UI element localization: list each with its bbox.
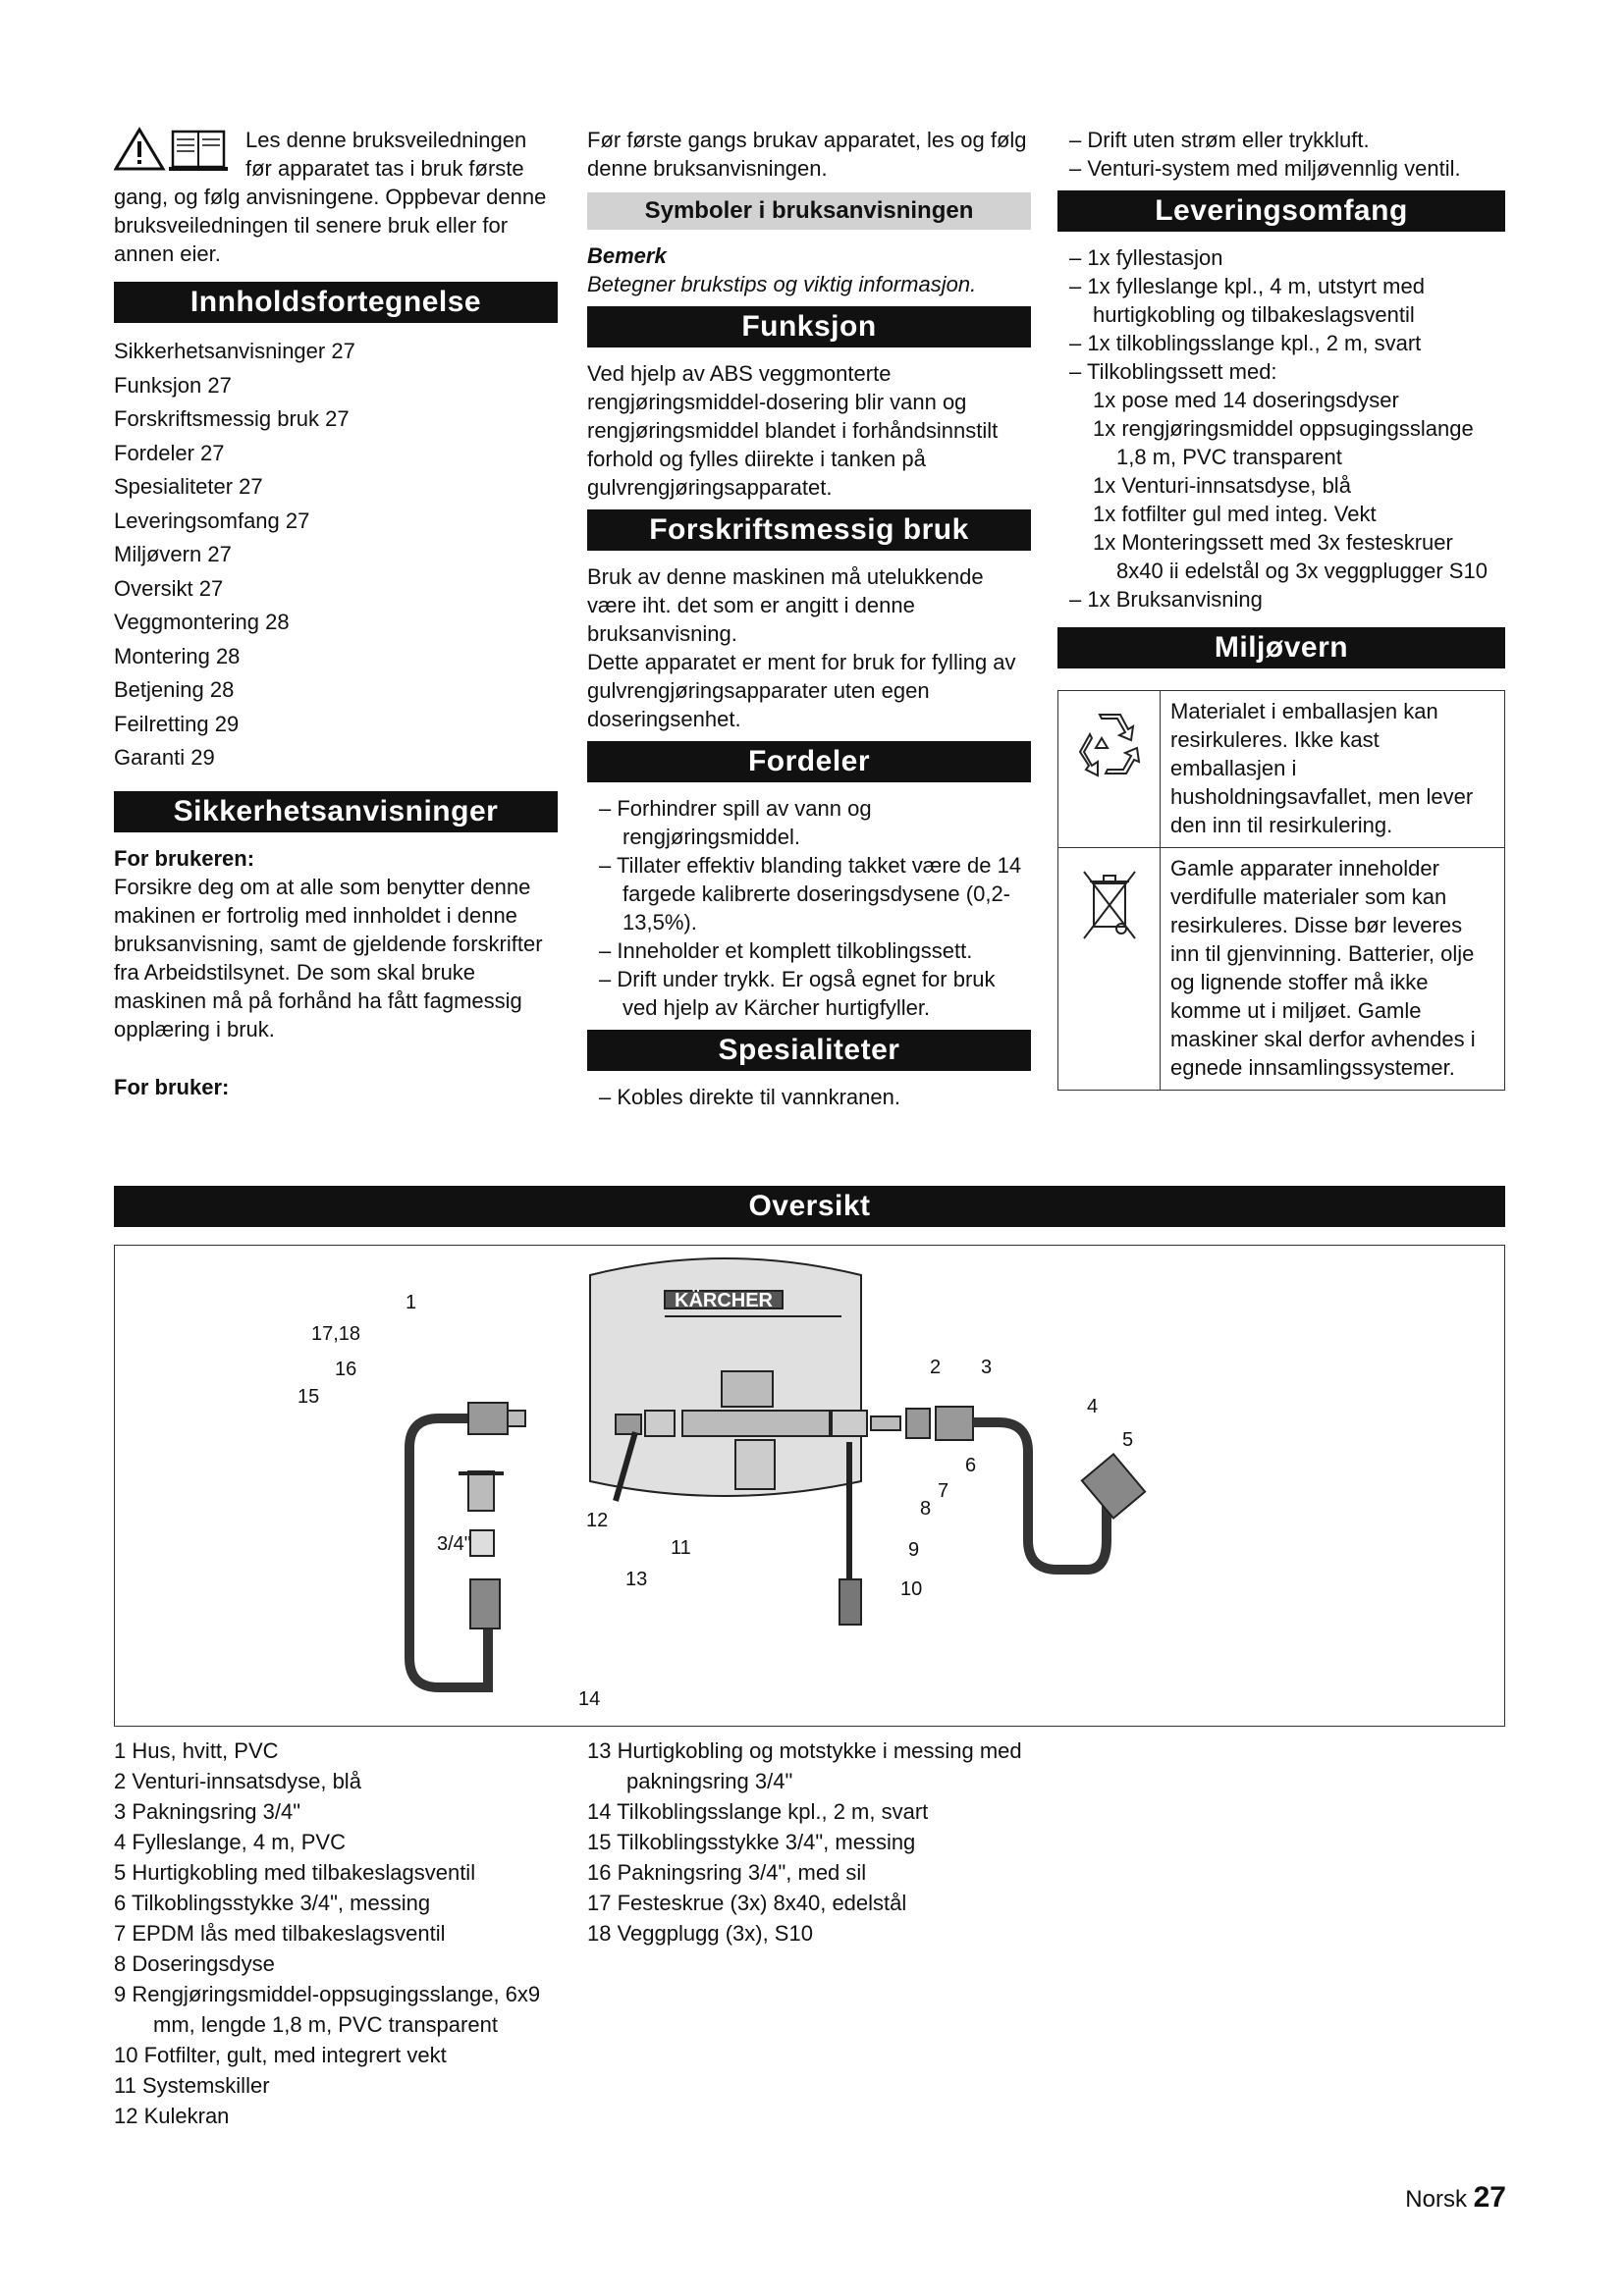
footer-language: Norsk: [1405, 2186, 1467, 2213]
legend-item: 10 Fotfilter, gult, med integrert vekt: [114, 2043, 447, 2067]
callout: 11: [671, 1537, 691, 1559]
callout: 10: [900, 1578, 923, 1600]
use-text-2: Dette apparatet er ment for bruk for fylling av gulvrengjøringsapparater uten egen doseringsenhet.: [587, 650, 1016, 731]
feature-item: – Drift uten strøm eller trykkluft.: [1069, 128, 1370, 152]
recycle-icon-cell: [1058, 691, 1161, 847]
toc-item[interactable]: Betjening 28: [114, 677, 235, 702]
dosing-station-diagram: [115, 1246, 1504, 1726]
delivery-item: – 1x tilkoblingsslange kpl., 2 m, svart: [1069, 331, 1422, 355]
delivery-item: – 1x Bruksanvisning: [1069, 587, 1263, 612]
special-item: – Kobles direkte til vannkranen.: [599, 1085, 900, 1109]
toc-item[interactable]: Funksjon 27: [114, 372, 232, 398]
col2-intro: Før første gangs brukav apparatet, les og følg denne bruksanvisningen.: [587, 128, 1027, 181]
callout: 12: [586, 1510, 609, 1531]
legend-left: [114, 1735, 575, 2131]
column-3: [1057, 126, 1505, 1091]
overview-heading: Oversikt: [114, 1186, 1505, 1227]
legend-item: 6 Tilkoblingsstykke 3/4", messing: [114, 1891, 431, 1915]
toc-item[interactable]: Oversikt 27: [114, 575, 224, 601]
legend-item: 4 Fylleslange, 4 m, PVC: [114, 1830, 346, 1854]
callout: 3: [981, 1357, 993, 1378]
safety-user2-label: For bruker:: [114, 1074, 230, 1099]
toc-item[interactable]: Garanti 29: [114, 745, 215, 770]
legend-item: 14 Tilkoblingsslange kpl., 2 m, svart: [587, 1799, 929, 1824]
delivery-item: – Tilkoblingssett med:: [1069, 359, 1277, 384]
callout: 16: [335, 1359, 357, 1380]
symbols-heading: Symboler i bruksanvisningen: [587, 192, 1031, 230]
intro-line2: før apparatet tas i bruk første: [245, 156, 524, 181]
callout: 13: [625, 1569, 648, 1590]
note-text: Betegner brukstips og viktig informasjon.: [587, 272, 977, 296]
toc-item[interactable]: Feilretting 29: [114, 711, 240, 736]
toc-item[interactable]: Fordeler 27: [114, 440, 225, 465]
legend-item: 13 Hurtigkobling og motstykke i messing med pakningsring 3/4": [587, 1738, 1022, 1793]
manual-icon: [169, 132, 228, 171]
delivery-heading: Leveringsomfang: [1057, 190, 1505, 232]
callout: 14: [578, 1688, 601, 1710]
function-heading: Funksjon: [587, 306, 1031, 347]
callout: 1: [406, 1292, 417, 1313]
toc-item[interactable]: Montering 28: [114, 643, 241, 668]
delivery-item: – 1x fylleslange kpl., 4 m, utstyrt med hurtigkobling og tilbakeslagsventil: [1069, 274, 1425, 327]
advantage-item: – Inneholder et komplett tilkoblingssett.: [599, 938, 973, 963]
delivery-item: – 1x fyllestasjon: [1069, 245, 1223, 270]
legend-right: [587, 1735, 1049, 1949]
toc-item[interactable]: Leveringsomfang 27: [114, 507, 310, 533]
legend-item: 9 Rengjøringsmiddel-oppsugingsslange, 6x9 mm, lengde 1,8 m, PVC transparent: [114, 1982, 541, 2037]
legend-item: 18 Veggplugg (3x), S10: [587, 1921, 813, 1946]
advantage-item: – Drift under trykk. Er også egnet for bruk ved hjelp av Kärcher hurtigfyller.: [599, 967, 996, 1020]
column-2: [587, 126, 1031, 1111]
legend-item: 12 Kulekran: [114, 2104, 230, 2128]
toc-item[interactable]: Spesialiteter 27: [114, 474, 263, 499]
function-text: Ved hjelp av ABS veggmonterte rengjøringsmiddel-dosering blir vann og rengjøringsmiddel blandet i forhåndsinnstilt forhold og fylles diirekte i tanken på gulvrengjøringsapparatet.: [587, 361, 999, 500]
kit-item: 1x Venturi-innsatsdyse, blå: [1093, 473, 1351, 498]
callout: 17,18: [311, 1323, 361, 1345]
callout: 4: [1087, 1396, 1099, 1417]
toc-item[interactable]: Forskriftsmessig bruk 27: [114, 406, 350, 431]
advantage-item: – Tillater effektiv blanding takket være de 14 fargede kalibrerte doseringsdysene (0,2-13,5%).: [599, 853, 1022, 934]
callout: 6: [965, 1455, 977, 1476]
warning-icon: [114, 126, 245, 175]
page-number: 27: [1473, 2181, 1506, 2214]
env-table: [1057, 690, 1505, 1091]
legend-item: 5 Hurtigkobling med tilbakeslagsventil: [114, 1860, 476, 1885]
callout: 5: [1122, 1429, 1134, 1451]
kit-item: 1x rengjøringsmiddel oppsugingsslange 1,8 m, PVC transparent: [1093, 416, 1474, 469]
intro-line1: Les denne bruksveiledningen: [245, 128, 527, 152]
toc-list: [114, 335, 558, 775]
toc-heading: Innholdsfortegnelse: [114, 282, 558, 323]
callout: 3/4": [437, 1533, 471, 1555]
env-heading: Miljøvern: [1057, 627, 1505, 668]
toc-item[interactable]: Sikkerhetsanvisninger 27: [114, 339, 355, 363]
env-text-1: Materialet i emballasjen kan resirkuleres. Ikke kast emballasjen i husholdningsavfallet, men lever den inn til resirkulering.: [1170, 699, 1474, 837]
advantages-heading: Fordeler: [587, 741, 1031, 782]
use-text-1: Bruk av denne maskinen må utelukkende være iht. det som er angitt i denne bruksanvisning.: [587, 564, 984, 646]
diagram-brand: KÄRCHER: [675, 1290, 773, 1311]
intro-text: gang, og følg anvisningene. Oppbevar denne bruksveiledningen til senere bruk eller for annen eier.: [114, 185, 547, 266]
legend-item: 15 Tilkoblingsstykke 3/4", messing: [587, 1830, 916, 1854]
toc-item[interactable]: Miljøvern 27: [114, 542, 232, 566]
legend-item: 8 Doseringsdyse: [114, 1951, 275, 1976]
warning-and-manual-icons: [114, 126, 245, 175]
env-text-2: Gamle apparater inneholder verdifulle materialer som kan resirkuleres. Disse bør leveres inn til gjenvinning. Batterier, olje og lignende stoffer må ikke komme ut i miljøet. Gamle maskiner skal derfor avhendes i egnede innsamlingssystemer.: [1161, 847, 1504, 1090]
weee-icon-cell: [1058, 847, 1161, 1090]
note-label: Bemerk: [587, 243, 667, 268]
callout: 2: [930, 1357, 942, 1378]
crossed-bin-icon: [1080, 866, 1139, 944]
legend-item: 1 Hus, hvitt, PVC: [114, 1738, 279, 1763]
legend-item: 17 Festeskrue (3x) 8x40, edelstål: [587, 1891, 907, 1915]
legend-item: 16 Pakningsring 3/4", med sil: [587, 1860, 867, 1885]
overview-diagram: [114, 1245, 1505, 1727]
column-1: [114, 126, 558, 1101]
safety-heading: Sikkerhetsanvisninger: [114, 791, 558, 832]
page-footer: [1405, 2181, 1506, 2215]
special-heading: Spesialiteter: [587, 1030, 1031, 1071]
callout: 9: [908, 1539, 920, 1561]
legend-item: 2 Venturi-innsatsdyse, blå: [114, 1769, 361, 1793]
callout: 15: [298, 1386, 320, 1408]
use-heading: Forskriftsmessig bruk: [587, 509, 1031, 551]
kit-item: 1x fotfilter gul med integ. Vekt: [1093, 502, 1377, 526]
safety-user-label: For brukeren:: [114, 845, 255, 871]
kit-item: 1x Monteringssett med 3x festeskruer 8x40 ii edelstål og 3x veggplugger S10: [1093, 530, 1488, 583]
toc-item[interactable]: Veggmontering 28: [114, 610, 290, 634]
safety-user-text: Forsikre deg om at alle som benytter denne makinen er fortrolig med innholdet i denne bruksanvisning, samt de gjeldende forskrifter fra Arbeidstilsynet. De som skal bruke maskinen må på forhånd ha fått fagmessig opplæring i bruk.: [114, 874, 543, 1041]
callout: 8: [920, 1498, 932, 1520]
legend-item: 3 Pakningsring 3/4": [114, 1799, 301, 1824]
advantage-item: – Forhindrer spill av vann og rengjøringsmiddel.: [599, 796, 872, 849]
recycle-icon: [1074, 709, 1145, 779]
legend-item: 11 Systemskiller: [114, 2073, 270, 2098]
callout: 7: [938, 1480, 949, 1502]
legend-item: 7 EPDM lås med tilbakeslagsventil: [114, 1921, 446, 1946]
feature-item: – Venturi-system med miljøvennlig ventil.: [1069, 156, 1461, 181]
intro-block: [114, 126, 558, 268]
kit-item: 1x pose med 14 doseringsdyser: [1093, 388, 1399, 412]
